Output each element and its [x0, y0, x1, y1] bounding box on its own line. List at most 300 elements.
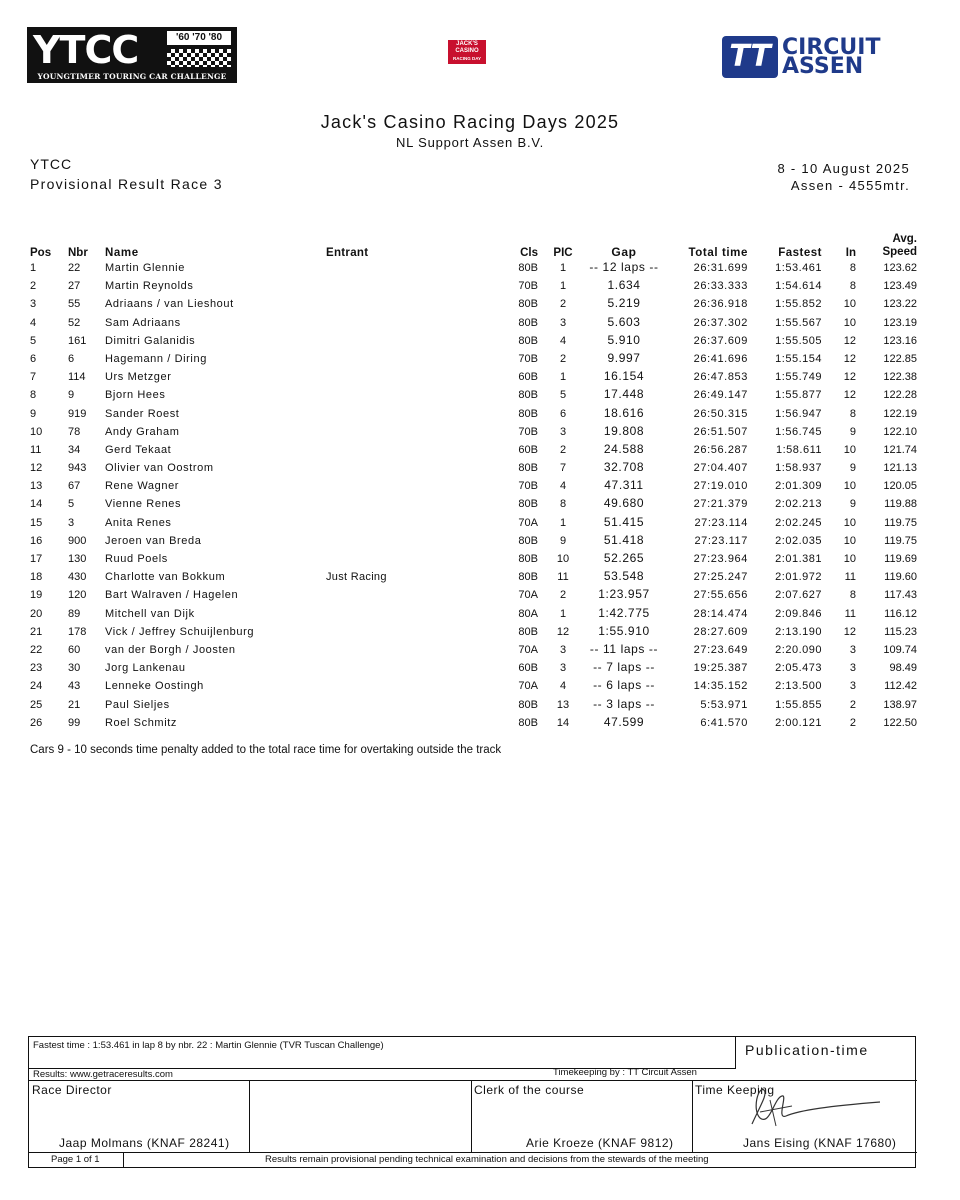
cell-total: 26:37.302: [693, 316, 748, 329]
cell-name: Urs Metzger: [105, 371, 172, 384]
fastest-time-note: Fastest time : 1:53.461 in lap 8 by nbr. 22 : Martin Glennie (TVR Tuscan Challenge): [33, 1040, 384, 1051]
cell-fastest: 1:55.154: [775, 352, 822, 365]
cell-gap: 49.680: [603, 496, 645, 511]
tt-circuit-mark: TT: [722, 36, 778, 78]
result-row: [0, 623, 960, 641]
provisional-disclaimer: Results remain provisional pending technical examination and decisions from the stewards of the meeting: [265, 1154, 709, 1165]
cell-in: 8: [849, 262, 856, 274]
cell-fastest: 1:55.877: [775, 389, 822, 402]
cell-nbr: 67: [68, 480, 81, 493]
cell-pos: 9: [30, 407, 37, 420]
cell-cls: 80B: [518, 571, 538, 584]
cell-name: Martin Glennie: [105, 262, 185, 274]
cell-name: Ruud Poels: [105, 553, 168, 565]
cell-in: 9: [849, 425, 856, 438]
cell-pic: 2: [559, 589, 567, 602]
result-row: [0, 277, 960, 295]
cell-pic: 4: [559, 680, 567, 693]
cell-pic: 3: [559, 316, 567, 329]
cell-pic: 1: [559, 262, 567, 274]
cell-total: 28:27.609: [693, 625, 748, 638]
col-entrant: Entrant: [326, 247, 369, 259]
publication-time-label: Publication-time: [745, 1042, 869, 1058]
cell-cls: 60B: [518, 371, 538, 384]
cell-nbr: 9: [68, 389, 75, 402]
cell-total: 27:04.407: [693, 462, 748, 475]
event-location: Assen - 4555mtr.: [790, 178, 910, 193]
cell-pic: 4: [559, 480, 567, 493]
cell-pic: 12: [556, 625, 570, 638]
cell-name: Lenneke Oostingh: [105, 680, 204, 693]
cell-pic: 2: [559, 352, 567, 365]
circuit-logo: [722, 34, 910, 80]
cell-name: van der Borgh / Joosten: [105, 643, 236, 656]
cell-pic: 3: [559, 425, 567, 438]
cell-total: 26:51.507: [693, 425, 748, 438]
cell-cls: 80B: [518, 462, 538, 475]
cell-pic: 3: [559, 643, 567, 656]
cell-gap: -- 11 laps --: [589, 641, 659, 656]
cell-fastest: 2:01.381: [775, 553, 822, 565]
cell-total: 27:19.010: [693, 480, 748, 493]
cell-pos: 13: [30, 480, 43, 493]
cell-total: 26:33.333: [693, 280, 748, 293]
cell-pos: 3: [30, 298, 37, 311]
timekeeper-signature: [730, 1076, 890, 1136]
cell-name: Vick / Jeffrey Schuijlenburg: [105, 625, 255, 638]
cell-cls: 80B: [518, 389, 538, 402]
cell-cls: 80B: [518, 334, 538, 347]
result-row: [0, 605, 960, 623]
cell-speed: 121.74: [883, 443, 917, 456]
cell-name: Jorg Lankenau: [105, 662, 186, 675]
cell-pos: 18: [30, 571, 43, 584]
cell-total: 26:36.918: [693, 298, 748, 311]
cell-fastest: 1:55.505: [775, 334, 822, 347]
cell-pos: 23: [30, 662, 43, 675]
cell-name: Hagemann / Diring: [105, 352, 207, 365]
col-cls: Cls: [520, 247, 538, 259]
cell-entrant: Just Racing: [326, 571, 387, 584]
col-total-time: Total time: [688, 247, 748, 259]
cell-cls: 80B: [518, 625, 538, 638]
cell-cls: 60B: [518, 443, 538, 456]
organizer: NL Support Assen B.V.: [395, 135, 545, 150]
cell-speed: 112.42: [884, 680, 917, 693]
result-title: Provisional Result Race 3: [30, 176, 223, 192]
result-row: [0, 259, 960, 277]
cell-total: 27:23.649: [693, 643, 748, 656]
cell-pos: 24: [30, 680, 43, 693]
col-in: In: [845, 247, 856, 259]
cell-pos: 14: [30, 498, 43, 511]
cell-pic: 6: [559, 407, 567, 420]
cell-cls: 70A: [518, 680, 538, 693]
cell-speed: 121.13: [883, 462, 917, 475]
cell-pos: 6: [30, 352, 37, 365]
ytcc-logo-tagline: YOUNGTIMER TOURING CAR CHALLENGE: [37, 72, 227, 81]
cell-pic: 8: [559, 498, 567, 511]
result-row: [0, 405, 960, 423]
cell-speed: 123.22: [883, 298, 917, 311]
cell-pos: 26: [30, 716, 43, 729]
cell-total: 19:25.387: [693, 662, 748, 675]
cell-fastest: 2:20.090: [775, 643, 822, 656]
cell-nbr: 30: [68, 662, 81, 675]
event-date: 8 - 10 August 2025: [777, 161, 910, 176]
cell-in: 8: [849, 407, 856, 420]
result-row: [0, 423, 960, 441]
result-row: [0, 586, 960, 604]
cell-gap: 5.219: [607, 296, 641, 311]
circuit-logo-line2: ASSEN: [782, 54, 864, 79]
timekeeping-by: Timekeeping by : TT Circuit Assen: [553, 1067, 697, 1078]
footer-divider: [471, 1080, 472, 1152]
cell-total: 26:41.696: [693, 352, 748, 365]
cell-name: Adriaans / van Lieshout: [105, 298, 234, 311]
cell-speed: 116.12: [884, 607, 917, 620]
cell-cls: 80B: [518, 716, 538, 729]
cell-in: 10: [843, 516, 856, 529]
cell-nbr: 161: [68, 334, 87, 347]
cell-gap: 47.311: [604, 478, 644, 493]
cell-total: 14:35.152: [693, 680, 748, 693]
cell-total: 26:31.699: [693, 262, 748, 274]
cell-speed: 123.16: [883, 334, 917, 347]
cell-total: 27:55.656: [693, 589, 748, 602]
cell-nbr: 178: [68, 625, 87, 638]
cell-in: 11: [844, 607, 856, 620]
col-avg-speed-line1: Avg.: [892, 233, 917, 245]
cell-total: 27:25.247: [693, 571, 748, 584]
result-row: [0, 459, 960, 477]
cell-speed: 138.97: [883, 698, 917, 711]
cell-pic: 1: [559, 371, 567, 384]
cell-cls: 60B: [518, 662, 538, 675]
cell-gap: 53.548: [603, 569, 645, 584]
cell-total: 27:23.114: [694, 516, 748, 529]
cell-name: Olivier van Oostrom: [105, 462, 214, 475]
cell-gap: 52.265: [603, 551, 645, 565]
penalty-note: Cars 9 - 10 seconds time penalty added to the total race time for overtaking outside the track: [30, 744, 502, 756]
cell-gap: 24.588: [603, 441, 645, 456]
circuit-logo-line1: CIRCUIT: [782, 35, 881, 60]
result-row: [0, 386, 960, 404]
cell-in: 12: [843, 625, 856, 638]
cell-cls: 80B: [518, 316, 538, 329]
cell-cls: 70B: [518, 280, 538, 293]
cell-pic: 10: [556, 553, 570, 565]
result-row: [0, 696, 960, 714]
cell-nbr: 3: [68, 516, 75, 529]
cell-fastest: 1:58.611: [775, 443, 822, 456]
cell-speed: 123.19: [883, 316, 917, 329]
cell-nbr: 27: [68, 280, 81, 293]
result-row: [0, 550, 960, 568]
cell-nbr: 34: [68, 443, 81, 456]
cell-fastest: 2:13.190: [775, 625, 822, 638]
cell-speed: 119.88: [884, 498, 917, 511]
results-url: Results: www.getraceresults.com: [33, 1069, 173, 1080]
cell-in: 10: [843, 443, 856, 456]
timekeeper-name: Jans Eising (KNAF 17680): [743, 1136, 897, 1150]
cell-fastest: 2:01.309: [775, 480, 822, 493]
sponsor-logo-line3: RACING DAY: [452, 56, 482, 61]
col-name: Name: [105, 247, 139, 259]
cell-pos: 12: [30, 462, 43, 475]
cell-in: 8: [849, 280, 856, 293]
cell-cls: 80B: [518, 407, 538, 420]
cell-fastest: 1:53.461: [775, 262, 822, 274]
result-row: [0, 332, 960, 350]
col-avg-speed-line2: Speed: [882, 246, 917, 258]
cell-gap: 32.708: [603, 460, 645, 475]
cell-pos: 1: [30, 262, 37, 274]
col-avg-speed: [870, 233, 917, 259]
cell-pic: 7: [559, 462, 567, 475]
cell-fastest: 2:01.972: [775, 571, 822, 584]
cell-gap: 1:42.775: [598, 605, 650, 620]
cell-pic: 2: [559, 443, 567, 456]
checkered-flag-icon: [167, 49, 231, 67]
cell-pos: 16: [30, 534, 43, 547]
result-row: [0, 514, 960, 532]
cell-name: Dimitri Galanidis: [105, 334, 196, 347]
ytcc-logo-letters: YTCC: [33, 28, 139, 72]
cell-cls: 70B: [518, 480, 538, 493]
result-row: [0, 295, 960, 313]
cell-gap: 47.599: [603, 714, 645, 729]
cell-fastest: 1:54.614: [775, 280, 822, 293]
results-table: [0, 229, 960, 732]
cell-total: 5:53.971: [700, 698, 748, 711]
cell-cls: 80B: [518, 553, 538, 565]
cell-cls: 70B: [518, 352, 538, 365]
cell-fastest: 2:09.846: [775, 607, 822, 620]
cell-pic: 2: [559, 298, 567, 311]
cell-fastest: 1:55.852: [775, 298, 822, 311]
result-row: [0, 714, 960, 732]
cell-in: 12: [843, 371, 856, 384]
cell-name: Roel Schmitz: [105, 716, 177, 729]
cell-in: 8: [849, 589, 856, 602]
footer-divider: [123, 1152, 124, 1168]
cell-pos: 5: [30, 334, 37, 347]
sponsor-logo: [448, 40, 486, 64]
cell-gap: 16.154: [603, 369, 645, 384]
cell-pos: 8: [30, 389, 37, 402]
cell-total: 26:49.147: [693, 389, 748, 402]
cell-in: 3: [849, 643, 856, 656]
ytcc-logo: [27, 27, 237, 83]
result-row: [0, 477, 960, 495]
results-body: [0, 259, 960, 732]
cell-in: 2: [849, 698, 856, 711]
cell-name: Charlotte van Bokkum: [105, 571, 226, 584]
cell-nbr: 919: [68, 407, 87, 420]
cell-gap: 17.448: [603, 387, 645, 402]
cell-name: Andy Graham: [105, 425, 180, 438]
cell-nbr: 120: [68, 589, 87, 602]
cell-pos: 11: [30, 443, 42, 456]
cell-fastest: 1:55.855: [775, 698, 822, 711]
cell-name: Mitchell van Dijk: [105, 607, 195, 620]
cell-gap: 5.603: [607, 314, 641, 329]
cell-cls: 80A: [518, 607, 538, 620]
cell-in: 11: [844, 571, 856, 584]
cell-nbr: 943: [68, 462, 87, 475]
cell-nbr: 114: [68, 371, 86, 384]
cell-pos: 17: [30, 553, 43, 565]
cell-nbr: 130: [68, 553, 87, 565]
cell-name: Bart Walraven / Hagelen: [105, 589, 239, 602]
cell-in: 12: [843, 389, 856, 402]
cell-nbr: 78: [68, 425, 81, 438]
cell-pos: 4: [30, 316, 37, 329]
cell-gap: -- 6 laps --: [593, 678, 655, 693]
cell-gap: -- 12 laps --: [589, 260, 659, 274]
ytcc-logo-years: '60 '70 '80: [167, 31, 231, 45]
result-row: [0, 568, 960, 586]
cell-cls: 80B: [518, 298, 538, 311]
result-row: [0, 677, 960, 695]
footer-divider: [735, 1037, 736, 1069]
footer-divider: [249, 1080, 250, 1152]
col-nbr: Nbr: [68, 247, 88, 259]
cell-gap: 18.616: [603, 405, 645, 420]
cell-speed: 120.05: [883, 480, 917, 493]
cell-fastest: 2:02.245: [775, 516, 822, 529]
result-row: [0, 350, 960, 368]
cell-pic: 9: [559, 534, 567, 547]
cell-speed: 122.50: [883, 716, 917, 729]
cell-speed: 122.28: [883, 389, 917, 402]
cell-total: 28:14.474: [693, 607, 748, 620]
cell-gap: 51.418: [603, 532, 645, 547]
cell-pos: 25: [30, 698, 43, 711]
col-gap: Gap: [611, 245, 637, 259]
cell-gap: 5.910: [607, 332, 641, 347]
cell-name: Anita Renes: [105, 516, 172, 529]
cell-in: 12: [843, 334, 856, 347]
cell-cls: 70A: [518, 516, 538, 529]
cell-pos: 10: [30, 425, 43, 438]
result-row: [0, 641, 960, 659]
result-row: [0, 368, 960, 386]
cell-speed: 122.85: [883, 352, 917, 365]
cell-cls: 80B: [518, 262, 538, 274]
cell-speed: 98.49: [889, 662, 917, 675]
cell-cls: 70A: [518, 643, 538, 656]
cell-fastest: 1:55.567: [775, 316, 822, 329]
footer-divider: [29, 1152, 917, 1153]
cell-pos: 7: [30, 371, 37, 384]
cell-fastest: 2:07.627: [775, 589, 822, 602]
cell-pos: 21: [30, 625, 43, 638]
cell-nbr: 900: [68, 534, 87, 547]
cell-speed: 119.60: [884, 571, 917, 584]
cell-name: Rene Wagner: [105, 480, 180, 493]
cell-cls: 80B: [518, 698, 538, 711]
cell-speed: 123.62: [883, 262, 917, 274]
result-row: [0, 659, 960, 677]
cell-in: 10: [843, 553, 856, 565]
cell-in: 10: [843, 316, 856, 329]
cell-gap: -- 7 laps --: [593, 660, 655, 675]
clerk-label: Clerk of the course: [474, 1083, 585, 1097]
cell-total: 26:37.609: [693, 334, 748, 347]
cell-gap: 1:55.910: [598, 623, 650, 638]
cell-in: 9: [849, 498, 856, 511]
page-number: Page 1 of 1: [51, 1154, 100, 1165]
cell-name: Sander Roest: [105, 407, 180, 420]
cell-speed: 115.23: [884, 625, 917, 638]
cell-pic: 5: [559, 389, 567, 402]
col-pic: PIC: [553, 247, 573, 259]
cell-speed: 117.43: [884, 589, 917, 602]
cell-nbr: 55: [68, 298, 81, 311]
cell-pic: 1: [559, 607, 567, 620]
cell-total: 26:50.315: [693, 407, 748, 420]
cell-total: 27:21.379: [693, 498, 748, 511]
cell-gap: 51.415: [603, 514, 645, 529]
cell-nbr: 430: [68, 571, 87, 584]
sponsor-logo-line1: JACK'S: [456, 41, 478, 47]
cell-cls: 80B: [518, 498, 538, 511]
cell-in: 3: [849, 662, 856, 675]
cell-cls: 70A: [518, 589, 538, 602]
cell-speed: 119.69: [884, 553, 917, 565]
cell-fastest: 1:56.947: [775, 407, 822, 420]
cell-name: Sam Adriaans: [105, 316, 181, 329]
cell-fastest: 2:02.213: [775, 498, 822, 511]
cell-total: 26:56.287: [693, 443, 748, 456]
cell-speed: 123.49: [883, 280, 917, 293]
timekeeping-label: Time Keeping: [695, 1083, 775, 1097]
cell-pic: 1: [559, 516, 567, 529]
col-fastest: Fastest: [778, 247, 822, 259]
cell-in: 10: [843, 534, 856, 547]
cell-speed: 109.74: [883, 643, 917, 656]
cell-speed: 122.10: [883, 425, 917, 438]
circuit-logo-text: [782, 35, 881, 79]
series-name: YTCC: [30, 156, 73, 172]
cell-gap: -- 3 laps --: [593, 696, 655, 711]
cell-nbr: 89: [68, 607, 81, 620]
cell-fastest: 1:58.937: [775, 462, 822, 475]
result-row: [0, 495, 960, 513]
cell-cls: 70B: [518, 425, 538, 438]
cell-nbr: 60: [68, 643, 81, 656]
result-row: [0, 532, 960, 550]
footer-divider: [692, 1080, 693, 1152]
cell-gap: 1:23.957: [598, 587, 650, 602]
cell-fastest: 2:05.473: [775, 662, 822, 675]
cell-pic: 13: [556, 698, 570, 711]
cell-name: Jeroen van Breda: [105, 534, 202, 547]
event-title: Jack's Casino Racing Days 2025: [320, 112, 620, 132]
cell-pos: 2: [30, 280, 37, 293]
cell-name: Paul Sieljes: [105, 698, 170, 711]
cell-gap: 19.808: [603, 423, 645, 438]
cell-total: 27:23.964: [693, 553, 748, 565]
race-director-name: Jaap Molmans (KNAF 28241): [59, 1136, 230, 1150]
cell-fastest: 2:00.121: [775, 716, 822, 729]
cell-name: Bjorn Hees: [105, 389, 166, 402]
clerk-name: Arie Kroeze (KNAF 9812): [526, 1136, 674, 1150]
cell-pic: 1: [559, 280, 567, 293]
cell-pos: 20: [30, 607, 43, 620]
